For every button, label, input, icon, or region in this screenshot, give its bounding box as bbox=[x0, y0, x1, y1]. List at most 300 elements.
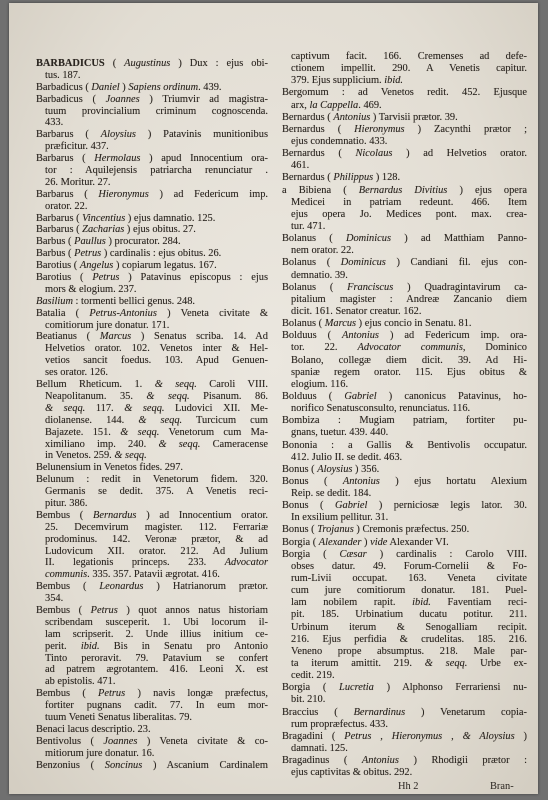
index-text: ) ejus damnatio. 125. bbox=[125, 212, 216, 224]
index-entry bbox=[36, 58, 268, 82]
index-line bbox=[36, 439, 268, 451]
index-entry bbox=[282, 87, 527, 111]
index-text: ) bbox=[514, 730, 527, 742]
index-text: Bolanus ( bbox=[282, 233, 346, 245]
index-line bbox=[36, 450, 268, 462]
index-text: ) perniciosæ legis lator. 30. bbox=[367, 500, 527, 512]
index-line bbox=[36, 296, 268, 308]
index-entry bbox=[282, 707, 527, 731]
index-line bbox=[282, 318, 527, 330]
index-text: ) 356. bbox=[352, 463, 380, 475]
index-line bbox=[282, 452, 527, 464]
index-line bbox=[282, 379, 527, 391]
index-text: Medicei in patriam redeunt. 466. Item bbox=[291, 196, 527, 208]
index-line bbox=[282, 512, 527, 524]
index-line bbox=[36, 688, 268, 700]
index-entry bbox=[282, 549, 527, 683]
index-italic-text: Bernardus Divitius bbox=[358, 184, 448, 196]
index-line bbox=[36, 462, 268, 474]
index-line bbox=[36, 391, 268, 403]
index-text: rum-Livii occupat. 163. Veneta civitate bbox=[291, 573, 527, 585]
index-text: Bernardus ( bbox=[282, 148, 356, 160]
index-line bbox=[36, 498, 268, 510]
index-text: Faventiam reci- bbox=[430, 597, 527, 609]
index-line bbox=[282, 549, 527, 561]
index-entry bbox=[282, 755, 527, 779]
catchword: Bran- bbox=[490, 781, 514, 792]
index-line bbox=[36, 284, 268, 296]
index-text: ) quot annos natus historiam bbox=[117, 604, 268, 616]
index-italic-text: Antonius bbox=[342, 330, 379, 342]
index-text: ) Triumvir ad magistra- bbox=[139, 93, 268, 105]
index-text: Barbarus ( bbox=[36, 188, 99, 200]
index-text: . 335. 357. Patavii ægrotat. 416. bbox=[87, 569, 220, 581]
index-entry bbox=[36, 82, 268, 94]
index-text: tuum provincialium criminum cognoscenda. bbox=[45, 105, 268, 117]
index-text: tur. 471. bbox=[291, 220, 326, 232]
index-entry-continued bbox=[282, 51, 527, 87]
index-text: Bragadinus ( bbox=[282, 755, 362, 767]
index-italic-text: Advocator bbox=[224, 557, 268, 569]
index-text: Bolanus ( bbox=[282, 257, 341, 269]
index-text: gnans, tuetur. 439. 440. bbox=[291, 427, 389, 439]
index-text: 117. bbox=[85, 402, 125, 414]
index-text: lam nobilem rapit. bbox=[291, 597, 413, 609]
index-text: dicit. 161. Senator creatur. 162. bbox=[291, 305, 422, 317]
index-text: ) ejus obitus. 27. bbox=[124, 224, 196, 236]
index-italic-text: Aloysius bbox=[317, 463, 353, 475]
index-italic-text: Bernardinus bbox=[353, 706, 406, 718]
index-entry bbox=[282, 731, 527, 755]
index-italic-text: Soncinus bbox=[104, 759, 143, 771]
index-entry bbox=[36, 379, 268, 462]
index-entry bbox=[282, 537, 527, 549]
index-text: II. legationis princeps. 233. bbox=[45, 557, 225, 569]
index-italic-text: Petrus bbox=[74, 248, 102, 260]
index-text: Tinto peroravit. 79. Patavium se confert bbox=[45, 652, 268, 664]
index-line bbox=[282, 573, 527, 585]
index-italic-text: Hermolaus bbox=[94, 153, 141, 165]
index-entry bbox=[36, 724, 268, 736]
index-italic-text: Zacharias bbox=[82, 224, 125, 236]
index-italic-text: la Cappella bbox=[309, 99, 359, 111]
index-text: ) Dux : ejus obi- bbox=[170, 58, 268, 69]
index-line bbox=[282, 585, 527, 597]
index-text: ) Senatus scriba. 14. Ad bbox=[131, 331, 268, 343]
index-text: tuum Veneti Senatus liberalitas. 79. bbox=[45, 711, 192, 723]
index-italic-text: ibid. bbox=[384, 75, 403, 87]
index-text: ) ad Innocentium orator. bbox=[136, 509, 269, 521]
index-entry bbox=[36, 236, 268, 248]
index-text: Bentivolus ( bbox=[36, 735, 104, 747]
index-line bbox=[282, 282, 527, 294]
index-italic-text: Paullus bbox=[74, 236, 106, 248]
index-line bbox=[36, 569, 268, 581]
index-text: Urbe ex- bbox=[467, 658, 527, 670]
index-entry bbox=[36, 189, 268, 213]
index-line bbox=[36, 581, 268, 593]
index-text: 354. bbox=[45, 593, 64, 605]
index-text: perit. bbox=[45, 640, 81, 652]
index-line bbox=[36, 593, 268, 605]
index-text: Bolanus ( bbox=[282, 281, 348, 293]
index-italic-text: Hieronymus bbox=[98, 188, 149, 200]
index-text: Bernardus ( bbox=[282, 123, 355, 135]
index-text: . 469. bbox=[358, 99, 382, 111]
index-text: ) Hatrianorum prætor. bbox=[143, 581, 269, 593]
index-line bbox=[282, 245, 527, 257]
index-text: ad patrem ægrotantem. 416. Leoni X. est bbox=[45, 664, 268, 676]
index-text: Bembus ( bbox=[36, 509, 93, 521]
index-italic-text: Marcus bbox=[324, 318, 357, 330]
index-italic-text: Philippus bbox=[333, 172, 374, 184]
index-line bbox=[36, 629, 268, 641]
index-italic-text: Franciscus bbox=[347, 281, 394, 293]
index-text: Borgia ( bbox=[282, 682, 340, 694]
index-italic-text: Antonius bbox=[342, 475, 380, 487]
index-text: ) Patavinis munitionibus bbox=[135, 129, 268, 141]
index-italic-text: Basilium bbox=[36, 295, 73, 307]
index-italic-text: & seqq. bbox=[158, 438, 201, 450]
index-line bbox=[282, 488, 527, 500]
index-italic-text: Alexander bbox=[318, 536, 362, 548]
index-text: Barbus ( bbox=[36, 236, 75, 248]
index-text: 412. Julio II. se dedit. 463. bbox=[291, 451, 403, 463]
index-text: Bellum Rheticum. 1. bbox=[36, 379, 155, 391]
index-text: Bembus ( bbox=[36, 688, 99, 700]
index-line bbox=[36, 664, 268, 676]
index-line bbox=[36, 486, 268, 498]
index-text: ) procurator. 284. bbox=[105, 236, 181, 248]
index-text: Bonus ( bbox=[282, 463, 318, 475]
index-text: Urbinum iterum & Senogalliam recipit. bbox=[291, 621, 527, 633]
index-italic-text: & seqq. bbox=[120, 426, 160, 438]
index-line bbox=[282, 51, 527, 63]
index-entry bbox=[282, 500, 527, 524]
index-text: Helvetios orator. 102. Venetos inter & Hel- bbox=[45, 343, 268, 355]
index-line bbox=[282, 100, 527, 112]
index-text: Bononia : a Gallis & Bentivolis occupatur. bbox=[282, 439, 527, 451]
index-line bbox=[36, 510, 268, 522]
index-text: , Dominico bbox=[462, 342, 527, 354]
index-line bbox=[36, 189, 268, 201]
index-text: ) Veneta civitate & co- bbox=[137, 735, 268, 747]
index-line bbox=[282, 367, 527, 379]
index-entry bbox=[36, 94, 268, 130]
index-text: scribendam susceperit. 1. Ubi locorum il- bbox=[45, 616, 268, 628]
index-entry bbox=[282, 124, 527, 148]
index-line bbox=[282, 561, 527, 573]
index-italic-text: & seqq. bbox=[146, 390, 190, 402]
index-italic-text: Petrus bbox=[92, 272, 120, 284]
index-text: ) Candiani fil. ejus con- bbox=[385, 257, 528, 269]
index-text: ) Venetarum copia- bbox=[405, 706, 527, 718]
index-italic-text: vide bbox=[370, 536, 388, 548]
index-line bbox=[36, 736, 268, 748]
index-line bbox=[36, 129, 268, 141]
index-line bbox=[36, 177, 268, 189]
index-line bbox=[36, 403, 268, 415]
index-line bbox=[36, 82, 268, 94]
index-entry bbox=[282, 524, 527, 536]
index-text: Borgia ( bbox=[282, 536, 319, 548]
index-text: ) copiarum legatus. 167. bbox=[113, 260, 217, 272]
index-text: ) Rhodigii prætor : bbox=[398, 755, 527, 767]
index-text: diolanense. 144. bbox=[45, 414, 139, 426]
index-entry bbox=[282, 172, 527, 184]
index-italic-text: Joannes bbox=[103, 735, 138, 747]
index-entry bbox=[282, 682, 527, 706]
index-text: . 439. bbox=[198, 81, 222, 93]
index-line bbox=[282, 391, 527, 403]
index-italic-text: Leonardus bbox=[99, 581, 144, 593]
index-text: ) Veneta civitate & bbox=[156, 307, 268, 319]
index-text: Caroli VIII. bbox=[196, 379, 268, 391]
index-line bbox=[282, 330, 527, 342]
index-text: Barotius ( bbox=[36, 272, 93, 284]
index-line bbox=[282, 646, 527, 658]
index-text: Bernardus ( bbox=[282, 111, 334, 123]
index-line bbox=[282, 500, 527, 512]
index-line bbox=[36, 557, 268, 569]
index-text: ) Zacynthi prætor ; bbox=[404, 123, 527, 135]
signature-mark: Hh 2 bbox=[398, 781, 419, 792]
index-line bbox=[282, 270, 527, 282]
index-text: ) canonicus Patavinus, ho- bbox=[376, 390, 527, 402]
index-italic-text: Cæsar bbox=[339, 548, 367, 560]
index-entry bbox=[36, 736, 268, 760]
index-line bbox=[36, 415, 268, 427]
index-italic-text: Trojanus bbox=[317, 524, 354, 536]
index-line bbox=[282, 257, 527, 269]
index-text: Pisanum. 86. bbox=[189, 390, 268, 402]
index-line bbox=[36, 153, 268, 165]
index-text: rum propræfectus. 433. bbox=[291, 718, 388, 730]
index-text: elogium. 116. bbox=[291, 378, 349, 390]
index-text: Alexander VI. bbox=[387, 536, 449, 548]
index-italic-text: & seqq. bbox=[424, 658, 468, 670]
index-italic-text: Dominicus bbox=[340, 257, 386, 269]
index-text: ) ad Federicum imp. bbox=[148, 188, 268, 200]
index-line bbox=[282, 185, 527, 197]
index-text: ejus captivitas & obitus. 292. bbox=[291, 767, 413, 779]
index-line bbox=[282, 731, 527, 743]
index-italic-text: & seqq. bbox=[124, 402, 165, 414]
index-line bbox=[36, 676, 268, 688]
index-text: ) ad Helvetios orator. bbox=[392, 148, 527, 160]
index-italic-text: Vincentius bbox=[82, 212, 126, 224]
index-text: Batalia ( bbox=[36, 307, 90, 319]
index-text: ximiliano imp. 240. bbox=[45, 438, 159, 450]
index-text: Reip. se dedit. 184. bbox=[291, 488, 372, 500]
index-text: præficitur. 437. bbox=[45, 141, 109, 153]
index-italic-text: & seqq. bbox=[154, 379, 197, 391]
index-text: orator. 22. bbox=[45, 200, 88, 212]
index-line bbox=[282, 682, 527, 694]
index-line bbox=[282, 294, 527, 306]
index-line bbox=[282, 355, 527, 367]
index-line bbox=[36, 94, 268, 106]
index-italic-text: Gabriel bbox=[344, 390, 377, 402]
index-text: Ludovicum XII. orator. 212. Ad Julium bbox=[45, 545, 268, 557]
index-text: Barbarus ( bbox=[36, 212, 83, 224]
index-line bbox=[282, 306, 527, 318]
index-text: 216. Ejus perfidia & crudelitas. 185. 216. bbox=[291, 633, 527, 645]
index-line bbox=[36, 355, 268, 367]
index-text: Bragadini ( bbox=[282, 730, 345, 742]
index-text: demnatio. 39. bbox=[291, 269, 348, 281]
index-entry bbox=[282, 415, 527, 439]
index-line bbox=[36, 224, 268, 236]
index-text: ab epistolis. 471. bbox=[45, 676, 116, 688]
index-text: Barbarus ( bbox=[36, 153, 95, 165]
index-text: Cameracense bbox=[200, 438, 268, 450]
index-text: ) cardinalis : ejus obitus. 26. bbox=[101, 248, 222, 260]
index-italic-text: Antonius bbox=[361, 755, 399, 767]
index-text: Veneno prope absumptus. 218. Male par- bbox=[291, 645, 527, 657]
index-text: Barbarus ( bbox=[36, 129, 101, 141]
index-italic-text: Petrus bbox=[98, 688, 126, 700]
index-italic-text: communis bbox=[45, 569, 88, 581]
index-line bbox=[282, 743, 527, 755]
index-text: Braccius ( bbox=[282, 706, 354, 718]
index-text: in Venetos. 259. bbox=[45, 450, 115, 462]
index-text: a Bibiena ( bbox=[282, 184, 359, 196]
index-text: norifico Senatusconsulto, renunciatus. 116. bbox=[291, 403, 471, 415]
index-text: Neapolitanum. 35. bbox=[45, 390, 147, 402]
index-line bbox=[36, 760, 268, 772]
index-italic-text: Lucretia bbox=[339, 682, 374, 694]
index-entry bbox=[36, 462, 268, 474]
index-entry bbox=[282, 391, 527, 415]
index-italic-text: & seqq. bbox=[45, 402, 86, 414]
index-line bbox=[282, 148, 527, 160]
index-column-right bbox=[282, 51, 527, 779]
index-line bbox=[282, 112, 527, 124]
index-text: ) ad Matthiam Panno- bbox=[391, 233, 527, 245]
index-text: ) Alphonso Ferrariensi nu- bbox=[373, 682, 528, 694]
index-text: Turcicum cum bbox=[182, 414, 268, 426]
index-text: ) bbox=[119, 81, 129, 93]
index-line bbox=[36, 653, 268, 665]
index-text: damnati. 125. bbox=[291, 743, 348, 755]
index-text: Bombiza : Mugiam patriam, fortiter pu- bbox=[282, 415, 527, 427]
index-text: Barbadicus ( bbox=[36, 93, 106, 105]
index-text: ) Patavinus episcopus : ejus bbox=[119, 272, 268, 284]
index-text: ) apud Innocentium ora- bbox=[140, 153, 268, 165]
index-line bbox=[282, 597, 527, 609]
index-text: ejus opera Jo. Medices pont. max. crea- bbox=[291, 208, 527, 220]
index-text: 379. Ejus supplicium. bbox=[291, 75, 385, 87]
index-italic-text: Hieronymus bbox=[354, 123, 405, 135]
index-entry bbox=[36, 260, 268, 272]
index-text: Bernardus ( bbox=[282, 172, 334, 184]
index-line bbox=[36, 70, 268, 82]
index-text: ) Tarvisii prætor. 39. bbox=[370, 111, 458, 123]
index-text: Belunum : redit in Venetorum fidem. 320. bbox=[36, 474, 268, 486]
index-line bbox=[36, 522, 268, 534]
index-text: tor. 22. bbox=[291, 342, 358, 354]
index-text: ctionem impellit. 290. A Venetis capitur. bbox=[291, 63, 527, 75]
index-text: Venetorum cum Ma- bbox=[159, 426, 268, 438]
index-line bbox=[36, 272, 268, 284]
index-entry bbox=[36, 605, 268, 688]
index-text: ) Quadragintavirum ca- bbox=[393, 281, 527, 293]
index-text: BARBADICUS bbox=[36, 58, 105, 69]
index-line bbox=[282, 476, 527, 488]
index-entry bbox=[36, 581, 268, 605]
index-line bbox=[36, 712, 268, 724]
index-italic-text: Angelus bbox=[79, 260, 114, 272]
index-entry bbox=[36, 272, 268, 296]
index-entry bbox=[36, 248, 268, 260]
index-entry bbox=[282, 282, 527, 318]
index-text: fortiter pugnans cadit. 77. In eum mor- bbox=[45, 700, 268, 712]
index-line bbox=[282, 172, 527, 184]
index-text: mors & elogium. 237. bbox=[45, 283, 137, 295]
index-text: Beatianus ( bbox=[36, 331, 100, 343]
index-line bbox=[282, 670, 527, 682]
index-line bbox=[36, 617, 268, 629]
index-line bbox=[36, 367, 268, 379]
index-line bbox=[36, 201, 268, 213]
index-text: Bolduus ( bbox=[282, 330, 343, 342]
index-text: Bergomum : ad Venetos redit. 452. Ejusque bbox=[282, 87, 527, 99]
index-italic-text: Sapiens ordinum bbox=[128, 81, 199, 93]
index-entry bbox=[282, 318, 527, 330]
index-text: Germanis se dedit. 375. A Venetis reci- bbox=[45, 486, 268, 498]
index-text: cedit. 219. bbox=[291, 670, 335, 682]
index-line bbox=[282, 440, 527, 452]
index-entry bbox=[282, 233, 527, 257]
index-italic-text: Petrus-Antonius bbox=[89, 307, 157, 319]
index-text: cum jure comitiorum donatur. 181. Puel- bbox=[291, 585, 527, 597]
index-text: tus. 187. bbox=[45, 69, 81, 81]
index-line bbox=[282, 464, 527, 476]
index-line bbox=[282, 719, 527, 731]
index-text: : tormenti bellici genus. 248. bbox=[72, 295, 196, 307]
index-italic-text: Dominicus bbox=[345, 233, 391, 245]
index-line bbox=[36, 213, 268, 225]
index-line bbox=[282, 342, 527, 354]
index-text: Benaci lacus descriptio. 23. bbox=[36, 723, 151, 735]
index-line bbox=[282, 197, 527, 209]
index-text: ) navis longæ præfectus, bbox=[125, 688, 269, 700]
index-text: mitiorum jure donatur. 16. bbox=[45, 747, 155, 759]
index-entry bbox=[282, 476, 527, 500]
index-line bbox=[36, 308, 268, 320]
index-italic-text: Nicolaus bbox=[355, 148, 393, 160]
index-line bbox=[282, 63, 527, 75]
index-line bbox=[36, 534, 268, 546]
index-text: 433. bbox=[45, 117, 64, 129]
index-text: Barbarus ( bbox=[36, 224, 83, 236]
index-entry bbox=[36, 213, 268, 225]
index-line bbox=[282, 403, 527, 415]
index-text: Barotius ( bbox=[36, 260, 80, 272]
index-line bbox=[36, 427, 268, 439]
index-line bbox=[36, 605, 268, 617]
index-line bbox=[282, 609, 527, 621]
index-line bbox=[282, 160, 527, 172]
index-text: ) ejus concio in Senatu. 81. bbox=[356, 318, 472, 330]
index-italic-text: Daniel bbox=[91, 81, 120, 93]
index-line bbox=[36, 58, 268, 70]
index-entry bbox=[36, 474, 268, 510]
index-line bbox=[282, 124, 527, 136]
index-line bbox=[282, 694, 527, 706]
index-line bbox=[282, 233, 527, 245]
